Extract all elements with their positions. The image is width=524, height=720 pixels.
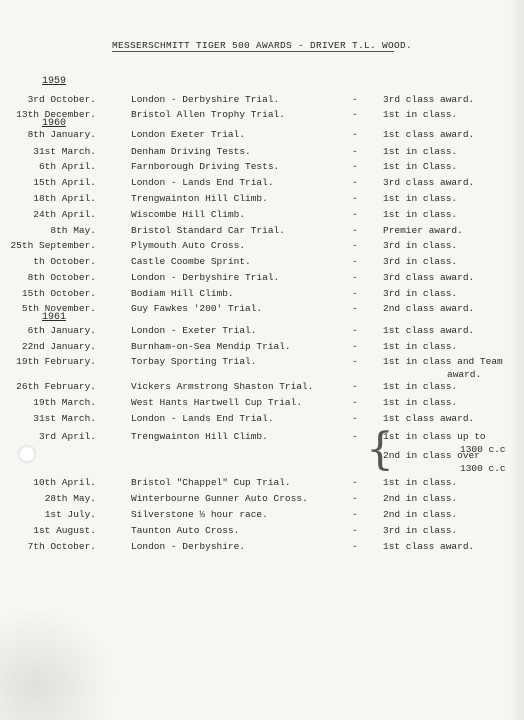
award-date: th October. <box>33 256 96 267</box>
separator-dash: - <box>352 288 358 299</box>
award-result: 1st class award. <box>383 129 475 140</box>
award-date: 18th April. <box>33 193 96 204</box>
separator-dash: - <box>352 193 358 204</box>
event-name: London - Lands End Trial. <box>131 413 274 424</box>
award-result: 1st in class. <box>383 397 458 408</box>
event-name: Torbay Sporting Trial. <box>131 356 257 367</box>
separator-dash: - <box>352 341 358 352</box>
event-name: West Hants Hartwell Cup Trial. <box>131 397 303 408</box>
separator-dash: - <box>352 94 358 105</box>
award-result: 1st class award. <box>383 413 475 424</box>
separator-dash: - <box>352 477 358 488</box>
award-result-second-continued: 1300 c.c <box>460 463 506 474</box>
award-row <box>0 509 524 523</box>
award-date: 8th May. <box>50 225 96 236</box>
event-name: London - Exeter Trial. <box>131 325 257 336</box>
award-result: 3rd class award. <box>383 177 475 188</box>
event-name: London - Derbyshire. <box>131 541 246 552</box>
award-result: 3rd in class. <box>383 256 458 267</box>
award-result: 3rd in class. <box>383 525 458 536</box>
event-name: London - Lands End Trial. <box>131 177 274 188</box>
award-date: 25th September. <box>10 240 96 251</box>
award-row <box>0 477 524 491</box>
separator-dash: - <box>352 129 358 140</box>
year-heading-1960: 1960 <box>42 118 67 129</box>
separator-dash: - <box>352 525 358 536</box>
separator-dash: - <box>352 209 358 220</box>
award-date: 31st March. <box>33 146 96 157</box>
award-row <box>0 397 524 411</box>
separator-dash: - <box>352 161 358 172</box>
award-result: 2nd class award. <box>383 303 475 314</box>
separator-dash: - <box>352 272 358 283</box>
award-brace: { <box>366 424 394 475</box>
separator-dash: - <box>352 303 358 314</box>
page-title: MESSERSCHMITT TIGER 500 AWARDS - DRIVER T.L. WOOD. <box>112 40 413 51</box>
separator-dash: - <box>352 146 358 157</box>
event-name: London - Derbyshire Trial. <box>131 94 280 105</box>
award-date: 19th March. <box>33 397 96 408</box>
year-heading-1961: 1961 <box>42 312 67 323</box>
award-result: 3rd in class. <box>383 240 458 251</box>
award-result: 1st in class. <box>383 209 458 220</box>
award-row <box>0 381 524 395</box>
award-date: 13th December. <box>16 109 96 120</box>
event-name: Burnham-on-Sea Mendip Trial. <box>131 341 291 352</box>
award-result: 1st in class. <box>383 341 458 352</box>
award-date: 8th January. <box>27 129 96 140</box>
event-name: Castle Coombe Sprint. <box>131 256 251 267</box>
award-result: 2nd in class. <box>383 509 458 520</box>
separator-dash: - <box>352 109 358 120</box>
separator-dash: - <box>352 177 358 188</box>
award-row <box>0 525 524 539</box>
award-date: 8th October. <box>27 272 96 283</box>
award-row <box>0 94 524 108</box>
event-name: Winterbourne Gunner Auto Cross. <box>131 493 308 504</box>
award-result: Premier award. <box>383 225 463 236</box>
separator-dash: - <box>352 225 358 236</box>
award-result-continued: 1300 c.c <box>460 444 506 455</box>
award-row <box>0 356 524 370</box>
award-date: 6th January. <box>27 325 96 336</box>
award-row <box>0 288 524 302</box>
award-result: 3rd in class. <box>383 288 458 299</box>
award-date: 15th October. <box>21 288 96 299</box>
award-date: 15th April. <box>33 177 96 188</box>
award-date: 22nd January. <box>21 341 96 352</box>
award-row <box>0 161 524 175</box>
award-date: 31st March. <box>33 413 96 424</box>
award-row <box>0 109 524 123</box>
award-result: 1st in Class. <box>383 161 458 172</box>
separator-dash: - <box>352 541 358 552</box>
event-name: Trengwainton Hill Climb. <box>131 193 268 204</box>
title-underline <box>112 51 394 52</box>
award-row <box>0 493 524 507</box>
separator-dash: - <box>352 256 358 267</box>
event-name: Denham Driving Tests. <box>131 146 251 157</box>
award-row <box>0 431 524 445</box>
award-row <box>0 413 524 427</box>
award-result-second: 2nd in class over <box>383 450 480 461</box>
event-name: London Exeter Trial. <box>131 129 246 140</box>
award-result: 1st in class. <box>383 477 458 488</box>
award-date: 7th October. <box>27 541 96 552</box>
award-result: 1st in class. <box>383 109 458 120</box>
event-name: Wiscombe Hill Climb. <box>131 209 246 220</box>
award-row <box>0 240 524 254</box>
award-date: 24th April. <box>33 209 96 220</box>
year-heading-1959: 1959 <box>42 76 67 87</box>
scan-smudge <box>0 612 120 720</box>
award-row <box>0 225 524 239</box>
event-name: Vickers Armstrong Shaston Trial. <box>131 381 314 392</box>
event-name: Guy Fawkes '200' Trial. <box>131 303 263 314</box>
award-result: 3rd class award. <box>383 272 475 283</box>
separator-dash: - <box>352 431 358 442</box>
award-date: 6th April. <box>38 161 96 172</box>
award-date: 28th May. <box>44 493 96 504</box>
award-result: 1st in class. <box>383 381 458 392</box>
award-date: 10th April. <box>33 477 96 488</box>
award-row <box>0 541 524 555</box>
award-result: 1st in class. <box>383 193 458 204</box>
award-row <box>0 256 524 270</box>
event-name: Bodiam Hill Climb. <box>131 288 234 299</box>
separator-dash: - <box>352 381 358 392</box>
separator-dash: - <box>352 240 358 251</box>
event-name: Silverstone ½ hour race. <box>131 509 268 520</box>
award-row <box>0 177 524 191</box>
award-date: 19th February. <box>16 356 96 367</box>
award-row <box>0 303 524 317</box>
award-result: 3rd class award. <box>383 94 475 105</box>
award-result: 1st in class and Team <box>383 356 503 367</box>
separator-dash: - <box>352 509 358 520</box>
award-result: 1st class award. <box>383 541 475 552</box>
award-row <box>0 146 524 160</box>
award-date: 1st August. <box>33 525 96 536</box>
award-date: 1st July. <box>44 509 96 520</box>
award-row <box>0 193 524 207</box>
award-date: 3rd October. <box>27 94 96 105</box>
award-result: 1st class award. <box>383 325 475 336</box>
separator-dash: - <box>352 325 358 336</box>
award-row <box>0 325 524 339</box>
award-row <box>0 129 524 143</box>
event-name: Trengwainton Hill Climb. <box>131 431 268 442</box>
separator-dash: - <box>352 413 358 424</box>
award-row <box>0 209 524 223</box>
award-date: 26th February. <box>16 381 96 392</box>
event-name: Bristol Standard Car Trial. <box>131 225 285 236</box>
event-name: Plymouth Auto Cross. <box>131 240 246 251</box>
hole-punch-mark <box>18 445 36 463</box>
event-name: Bristol "Chappel" Cup Trial. <box>131 477 291 488</box>
award-result: 2nd in class. <box>383 493 458 504</box>
award-row <box>0 341 524 355</box>
award-result-continued: award. <box>447 369 482 380</box>
award-result: 1st in class. <box>383 146 458 157</box>
award-row <box>0 272 524 286</box>
event-name: London - Derbyshire Trial. <box>131 272 280 283</box>
separator-dash: - <box>352 493 358 504</box>
award-result: 1st in class up to <box>383 431 486 442</box>
award-date: 5th November. <box>21 303 96 314</box>
award-date: 3rd April. <box>38 431 96 442</box>
event-name: Bristol Allen Trophy Trial. <box>131 109 285 120</box>
event-name: Farnborough Driving Tests. <box>131 161 280 172</box>
separator-dash: - <box>352 397 358 408</box>
event-name: Taunton Auto Cross. <box>131 525 240 536</box>
separator-dash: - <box>352 356 358 367</box>
